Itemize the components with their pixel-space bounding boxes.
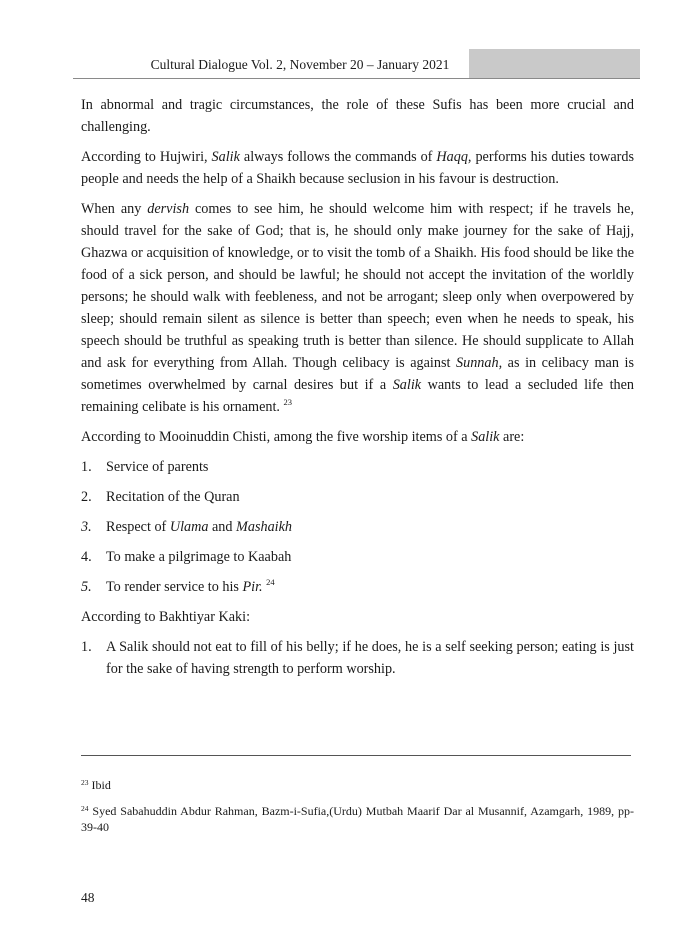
term-haqq: Haqq,	[436, 149, 472, 165]
footnote-number: 23	[81, 778, 89, 787]
header-rule	[73, 78, 640, 79]
list-item: 5. To render service to his Pir. $^{24}$	[81, 576, 634, 598]
list-number: 2.	[81, 489, 92, 505]
footnote-ref-23[interactable]: 23	[283, 397, 293, 407]
footnote-23: $^{23}$ Ibid	[81, 778, 111, 792]
header-gray-box	[469, 49, 640, 78]
list-item: 3. Respect of Ulama and Mashaikh	[81, 516, 634, 538]
term-salik: Salik	[392, 377, 422, 393]
footnote-number: 24	[81, 804, 89, 813]
paragraph-2: According to Hujwiri, Salik always follows the commands of Haqq, performs his duties towards people and needs the help of a Shaikh because seclusion in his favour is destruction.	[81, 149, 634, 187]
term-ulama: Ulama	[169, 519, 209, 535]
footnotes	[81, 777, 634, 845]
list-number: 4.	[81, 549, 92, 565]
term-dervish: dervish	[147, 201, 190, 217]
footnote-24: $^{24}$ Syed Sabahuddin Abdur Rahman, Bazm-i-Sufia,(Urdu) Mutbah Maarif Dar al Musannif, Azamgarh, 1989, pp-39-40	[81, 804, 634, 834]
worship-items-list	[81, 456, 634, 598]
term-salik: Salik	[471, 429, 500, 445]
bakhtiyar-kaki-list	[81, 636, 634, 680]
main-text	[81, 94, 634, 688]
footnote-ref-24[interactable]: 24	[266, 577, 275, 587]
list-number: 3.	[81, 519, 92, 535]
footnote-separator	[81, 755, 631, 756]
list-item: 4. To make a pilgrimage to Kaabah	[81, 546, 634, 568]
paragraph-3: When any dervish comes to see him, he should welcome him with respect; if he travels he, should travel for the sake of God; that is, he should only make journey for the sake of Hajj, Ghazwa or acquisition of knowledge, or to visit the tomb of a Shaikh. His food should be like the food of a sick person, and should be lawful; he should not accept the invitation of the worldly persons; he should walk with feebleness, and not be arrogant; sleep only when overpowered by sleep; should remain silent as silence is better than speech; even when he needs to speak, his speech should be truthful as speaking truth is better than silence. He should supplicate to Allah and ask for everything from Allah. Though celibacy is against Sunnah, as in celibacy man is sometimes overwhelmed by carnal desires but if a Salik wants to lead a secluded life then remaining celibate is his ornament. $^{23}$	[81, 201, 634, 415]
list-number: 1.	[81, 639, 92, 655]
list-item: 1. Service of parents	[81, 456, 634, 478]
journal-header-title: Cultural Dialogue Vol. 2, November 20 – January 2021	[150, 57, 450, 72]
paragraph-1: In abnormal and tragic circumstances, the role of these Sufis has been more crucial and challenging.	[81, 97, 634, 135]
term-salik: Salik	[211, 149, 240, 165]
paragraph-4: According to Mooinuddin Chisti, among the five worship items of a Salik are:	[81, 429, 525, 445]
list-number: 1.	[81, 459, 92, 475]
list-item: 2. Recitation of the Quran	[81, 486, 634, 508]
paragraph-5: According to Bakhtiyar Kaki:	[81, 609, 251, 625]
page-number: 48	[81, 890, 95, 905]
list-item: 1. A Salik should not eat to fill of his belly; if he does, he is a self seeking person; eating is just for the sake of having strength to perform worship.	[81, 636, 634, 680]
list-number: 5.	[81, 579, 92, 595]
term-mashaikh: Mashaikh	[236, 519, 293, 535]
term-pir: Pir.	[242, 579, 263, 595]
term-sunnah: Sunnah,	[456, 355, 503, 371]
